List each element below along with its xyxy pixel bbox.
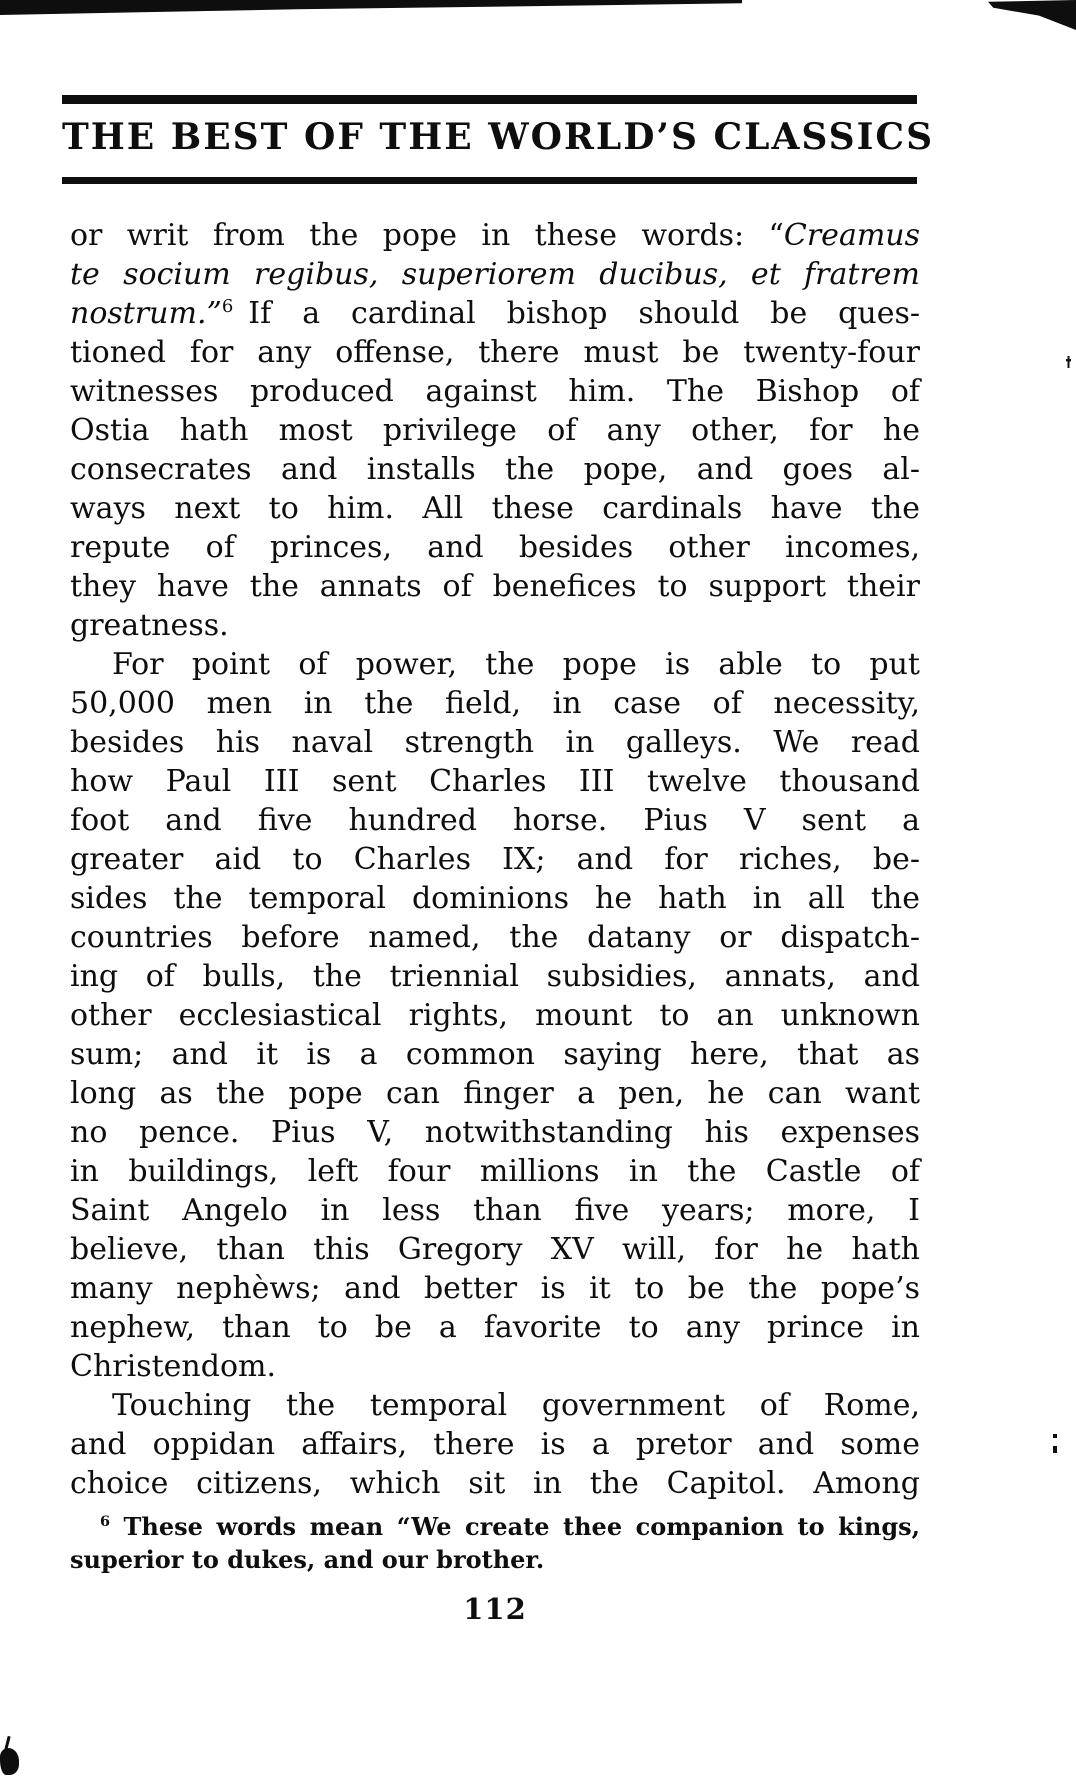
header-rule-top [62,95,917,104]
text-segment: witnesses produced against him. The Bishop of [70,374,920,409]
text-line [70,411,920,450]
header-rule-bottom [62,177,917,184]
text-segment: sides the temporal dominions he hath in all the [70,881,920,916]
text-line [70,372,920,411]
text-segment: consecrates and installs the pope, and goes al- [70,452,920,487]
text-line [70,1464,920,1503]
text-line [70,294,920,333]
text-line [70,216,920,255]
right-margin-speck-artifact [1053,1434,1057,1438]
text-line [70,255,920,294]
running-head-title: THE BEST OF THE WORLD’S CLASSICS [62,116,935,158]
top-right-corner-ink-wedge-artifact [988,0,1076,30]
text-line [70,1230,920,1269]
text-segment: foot and five hundred horse. Pius V sent a [70,803,920,838]
text-line [70,1308,920,1347]
text-line [70,1191,920,1230]
text-segment: te socium regibus, superiorem ducibus, et fratrem [70,257,920,292]
text-line [70,450,920,489]
text-segment: Touching the temporal government of Rome, [112,1388,920,1423]
text-line [70,957,920,996]
text-line [70,840,920,879]
text-segment: many nephèws; and better is it to be the pope’s [70,1271,920,1306]
text-segment: how Paul III sent Charles III twelve thousand [70,764,920,799]
text-segment: 50,000 men in the field, in case of necessity, [70,686,920,721]
text-line [70,879,920,918]
text-line [70,1386,920,1425]
text-segment: For point of power, the pope is able to put [112,647,920,682]
text-segment: besides his naval strength in galleys. We read [70,725,920,760]
text-line [70,762,920,801]
text-segment: long as the pope can finger a pen, he can want [70,1076,920,1111]
text-segment: and oppidan affairs, there is a pretor and some [70,1427,920,1462]
right-margin-speck-artifact [1066,356,1071,368]
bottom-left-ink-blot-artifact [0,1748,19,1775]
text-segment: superior to dukes, and our brother. [70,1545,545,1574]
text-segment: Ostia hath most privilege of any other, for he [70,413,920,448]
text-line [70,645,920,684]
text-line [70,567,920,606]
text-line [70,996,920,1035]
text-segment: Creamus [783,218,920,253]
text-segment: nostrum.” [70,296,222,331]
footnote [70,1510,920,1576]
text-line [70,684,920,723]
page-number: 112 [463,1592,527,1626]
top-edge-ink-bar-artifact [0,0,742,15]
text-line [70,1425,920,1464]
text-segment: Christendom. [70,1349,276,1384]
text-segment: sum; and it is a common saying here, that as [70,1037,920,1072]
text-segment: no pence. Pius V, notwithstanding his expenses [70,1115,920,1150]
text-segment: believe, than this Gregory XV will, for he hath [70,1232,920,1267]
text-segment: These words mean “We create thee companion to kings, [110,1512,920,1541]
text-segment: in buildings, left four millions in the Castle of [70,1154,920,1189]
text-segment: tioned for any offense, there must be twenty-four [70,335,920,370]
text-segment: ways next to him. All these cardinals have the [70,491,920,526]
footnote-reference-superscript: 6 [221,296,234,317]
text-segment: choice citizens, which sit in the Capitol. Among [70,1466,920,1501]
text-line [70,1347,920,1386]
text-segment: repute of princes, and besides other incomes, [70,530,920,565]
body-text [70,216,920,1503]
text-segment: If a cardinal bishop should be ques- [233,296,920,331]
text-segment: ing of bulls, the triennial subsidies, annats, and [70,959,920,994]
footnote-reference-superscript: 6 [100,1513,111,1530]
text-segment: nephew, than to be a favorite to any prince in [70,1310,920,1345]
text-line [70,723,920,762]
text-segment: greatness. [70,608,229,643]
text-line [70,1510,920,1543]
text-segment: or writ from the pope in these words: “ [70,218,784,253]
text-segment: Saint Angelo in less than five years; more, I [70,1193,920,1228]
text-line [70,1074,920,1113]
text-line [70,1035,920,1074]
text-line [70,1152,920,1191]
text-line [70,1269,920,1308]
right-margin-speck-artifact [1053,1446,1057,1453]
text-line [70,801,920,840]
text-line [70,918,920,957]
text-line [70,489,920,528]
text-line [70,528,920,567]
text-line [70,1543,920,1576]
text-line [70,606,920,645]
text-segment: countries before named, the datany or dispatch- [70,920,920,955]
text-line [70,333,920,372]
text-line [70,1113,920,1152]
text-segment: greater aid to Charles IX; and for riches, be- [70,842,920,877]
text-segment: other ecclesiastical rights, mount to an unknown [70,998,920,1033]
text-segment: they have the annats of benefices to support their [70,569,920,604]
